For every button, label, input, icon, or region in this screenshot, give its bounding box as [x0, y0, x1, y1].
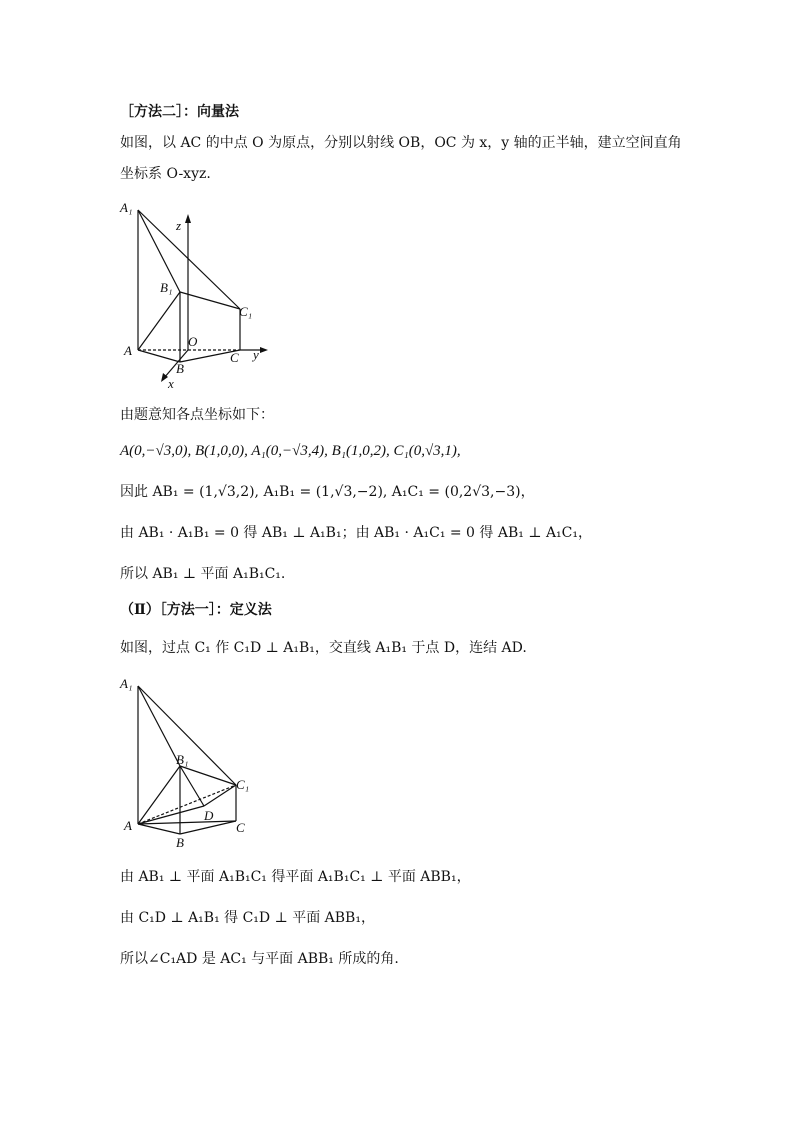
label-A1: A₁	[120, 200, 133, 215]
section-heading-ii-method1: （Ⅱ）［方法一］：定义法	[120, 602, 272, 618]
y-axis-arrow-icon	[260, 347, 268, 353]
label-C1: C₁	[239, 304, 253, 319]
paragraph-plane-perp: 由 AB₁ ⊥ 平面 A₁B₁C₁ 得平面 A₁B₁C₁ ⊥ 平面 ABB₁，	[120, 869, 471, 885]
formula-vectors: 因此 AB₁ = (1,√3,2), A₁B₁ = (1,√3,−2), A₁C₁ = (0,2√3,−3)，	[120, 484, 535, 500]
label-y: y	[253, 347, 259, 362]
z-axis-arrow-icon	[185, 214, 191, 223]
label-x: x	[168, 376, 174, 391]
paragraph-angle-conclusion: 所以∠C₁AD 是 AC₁ 与平面 ABB₁ 所成的角.	[120, 951, 399, 967]
label-B: B	[176, 835, 184, 850]
label-B1: B₁	[176, 752, 189, 767]
paragraph-line-perp-plane: 由 C₁D ⊥ A₁B₁ 得 C₁D ⊥ 平面 ABB₁，	[120, 910, 375, 926]
label-B1: B₁	[160, 280, 173, 295]
label-A: A	[124, 818, 132, 833]
conclusion-perpendicular: 所以 AB₁ ⊥ 平面 A₁B₁C₁.	[120, 566, 286, 582]
label-A: A	[124, 343, 132, 358]
label-A1: A₁	[120, 676, 133, 691]
label-O: O	[188, 334, 198, 349]
label-C1: C₁	[236, 777, 250, 792]
label-D: D	[204, 808, 214, 823]
figure-prism-with-D	[112, 668, 272, 858]
section-heading-method2: ［方法二］：向量法	[120, 104, 239, 120]
formula-dot-products: 由 AB₁ · A₁B₁ = 0 得 AB₁ ⊥ A₁B₁；由 AB₁ · A₁C₁ = 0 得 AB₁ ⊥ A₁C₁，	[120, 525, 592, 541]
figure-coordinate-prism	[112, 192, 282, 392]
label-B: B	[176, 361, 184, 376]
paragraph-setup-line2: 坐标系 O-xyz.	[120, 166, 211, 182]
paragraph-construction: 如图，过点 C₁ 作 C₁D ⊥ A₁B₁，交直线 A₁B₁ 于点 D，连结 AD.	[120, 640, 527, 656]
paragraph-coords-intro: 由题意知各点坐标如下：	[120, 407, 274, 423]
paragraph-setup-line1: 如图，以 AC 的中点 O 为原点，分别以射线 OB，OC 为 x，y 轴的正半轴，建立空间直角	[120, 135, 682, 151]
label-C: C	[236, 820, 245, 835]
formula-coordinates: A(0,−√3,0), B(1,0,0), A₁(0,−√3,4), B₁(1,0,2), C₁(0,√3,1),	[120, 443, 461, 459]
label-z: z	[176, 218, 182, 233]
label-C: C	[230, 350, 239, 365]
